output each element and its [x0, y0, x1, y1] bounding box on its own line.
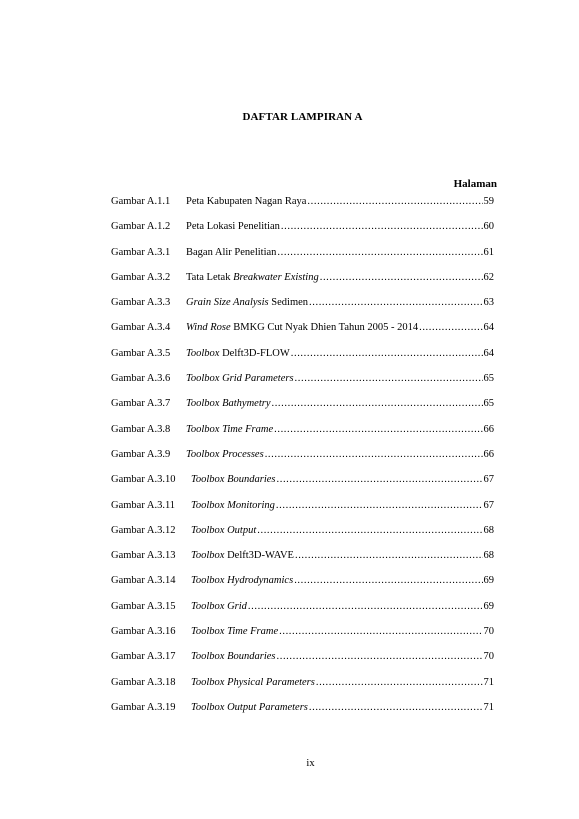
figure-number: Gambar A.3.10	[111, 474, 176, 486]
caption-italic-part: Toolbox Boundaries	[191, 474, 276, 486]
list-item	[111, 474, 494, 499]
figure-number: Gambar A.3.7	[111, 398, 171, 410]
caption-italic-part: Toolbox Grid	[191, 600, 247, 612]
figure-caption	[186, 348, 290, 359]
page-ref: 68	[483, 550, 494, 562]
figure-caption	[186, 398, 270, 409]
figure-caption	[191, 500, 275, 511]
leader-dots	[316, 677, 483, 688]
caption-plain-part: Bagan Alir Penelitian	[186, 246, 277, 258]
list-item	[111, 575, 494, 600]
figure-caption	[186, 322, 418, 333]
page-ref: 64	[483, 322, 494, 334]
caption-italic-part: Toolbox Monitoring	[191, 499, 275, 511]
caption-plain-part: Tata Letak	[186, 271, 234, 283]
figure-caption	[186, 373, 294, 384]
figure-number: Gambar A.3.4	[111, 322, 171, 334]
page-ref: 62	[483, 271, 494, 283]
page-ref: 61	[483, 246, 494, 258]
figure-number: Gambar A.3.16	[111, 626, 176, 638]
page-ref: 63	[483, 297, 494, 309]
leader-dots	[295, 373, 483, 384]
figure-number: Gambar A.3.11	[111, 499, 176, 511]
caption-plain-part: Peta Kabupaten Nagan Raya	[186, 196, 307, 207]
figure-number: Gambar A.3.12	[111, 524, 176, 536]
leader-dots	[271, 398, 482, 409]
list-item	[111, 601, 494, 626]
figure-number: Gambar A.3.5	[111, 347, 171, 359]
page-ref: 65	[483, 373, 494, 385]
list-item	[111, 500, 494, 525]
leader-dots	[276, 500, 483, 511]
list-item	[111, 550, 494, 575]
list-item	[111, 677, 494, 702]
figure-number: Gambar A.3.2	[111, 271, 171, 283]
list-item	[111, 221, 494, 246]
page-ref: 64	[483, 347, 494, 359]
figure-number: Gambar A.3.6	[111, 373, 171, 385]
figure-caption	[186, 272, 319, 283]
leader-dots	[419, 322, 482, 333]
figure-caption	[191, 550, 294, 561]
list-item	[111, 702, 494, 727]
leader-dots	[257, 525, 482, 536]
list-item	[111, 196, 494, 221]
caption-italic-part: Toolbox	[186, 347, 220, 359]
figure-caption	[186, 247, 276, 258]
figure-caption	[186, 196, 306, 207]
caption-plain-part: Delft3D-WAVE	[224, 550, 294, 562]
figure-number: Gambar A.3.3	[111, 297, 171, 309]
figure-number: Gambar A.1.2	[111, 221, 171, 233]
caption-plain-part: Sedimen	[268, 297, 309, 309]
figure-number: Gambar A.3.15	[111, 600, 176, 612]
leader-dots	[277, 474, 483, 485]
caption-italic-part: Toolbox Grid Parameters	[186, 373, 294, 385]
caption-italic-part: Breakwater Existing	[233, 271, 319, 283]
caption-plain-part: Peta Lokasi Penelitian	[186, 221, 280, 233]
caption-plain-part: BMKG Cut Nyak Dhien Tahun 2005 - 2014	[230, 322, 419, 334]
figure-caption	[186, 424, 273, 435]
caption-italic-part: Toolbox Bathymetry	[186, 398, 271, 410]
page-number: ix	[306, 758, 315, 769]
caption-italic-part: Grain Size Analysis	[186, 297, 269, 309]
list-item	[111, 424, 494, 449]
leader-dots	[277, 247, 482, 258]
figure-number: Gambar A.3.14	[111, 575, 176, 587]
caption-italic-part: Toolbox Output	[191, 524, 257, 536]
page-ref: 60	[483, 221, 494, 233]
caption-italic-part: Toolbox Time Frame	[186, 423, 274, 435]
page-ref: 68	[483, 524, 494, 536]
caption-italic-part: Toolbox Output Parameters	[191, 701, 308, 713]
page-ref: 59	[483, 196, 494, 207]
figure-caption	[186, 221, 280, 232]
figure-number: Gambar A.3.17	[111, 651, 176, 663]
figure-number: Gambar A.1.1	[111, 196, 171, 207]
figure-caption	[186, 449, 264, 460]
figure-caption	[191, 474, 276, 485]
leader-dots	[294, 575, 482, 586]
list-item	[111, 322, 494, 347]
figure-caption	[191, 601, 247, 612]
figure-number: Gambar A.3.1	[111, 246, 171, 258]
page-ref: 65	[483, 398, 494, 410]
list-item	[111, 373, 494, 398]
leader-dots	[279, 626, 482, 637]
caption-italic-part: Toolbox Physical Parameters	[191, 676, 315, 688]
figure-number: Gambar A.3.13	[111, 550, 176, 562]
list-item	[111, 525, 494, 550]
page-ref: 71	[483, 701, 494, 713]
leader-dots	[307, 196, 482, 207]
page-ref: 69	[483, 575, 494, 587]
page-ref: 69	[483, 600, 494, 612]
list-of-figures	[111, 196, 494, 727]
leader-dots	[274, 424, 482, 435]
caption-plain-part: Delft3D-FLOW	[219, 347, 290, 359]
page-title: DAFTAR LAMPIRAN A	[242, 111, 363, 123]
figure-caption	[191, 677, 315, 688]
leader-dots	[281, 221, 483, 232]
list-item	[111, 348, 494, 373]
leader-dots	[248, 601, 483, 612]
caption-italic-part: Toolbox Hydrodynamics	[191, 575, 294, 587]
caption-italic-part: Toolbox Processes	[186, 448, 264, 460]
list-item	[111, 449, 494, 474]
page-ref: 67	[483, 499, 494, 511]
page-ref: 67	[483, 474, 494, 486]
leader-dots	[291, 348, 483, 359]
list-item	[111, 272, 494, 297]
figure-number: Gambar A.3.9	[111, 448, 171, 460]
leader-dots	[320, 272, 483, 283]
figure-caption	[191, 626, 278, 637]
leader-dots	[265, 449, 483, 460]
page-ref: 66	[483, 448, 494, 460]
page-ref: 66	[483, 423, 494, 435]
figure-number: Gambar A.3.18	[111, 676, 176, 688]
list-item	[111, 297, 494, 322]
figure-caption	[191, 525, 256, 536]
list-item	[111, 247, 494, 272]
page-ref: 70	[483, 651, 494, 663]
figure-caption	[191, 651, 276, 662]
page-ref: 70	[483, 626, 494, 638]
page-column-header: Halaman	[453, 178, 497, 190]
caption-italic-part: Toolbox	[191, 550, 225, 562]
figure-caption	[191, 575, 293, 586]
leader-dots	[309, 702, 483, 713]
list-item	[111, 651, 494, 676]
caption-italic-part: Wind Rose	[186, 322, 231, 334]
caption-italic-part: Toolbox Boundaries	[191, 651, 276, 663]
figure-number: Gambar A.3.8	[111, 423, 171, 435]
leader-dots	[277, 651, 483, 662]
leader-dots	[295, 550, 483, 561]
figure-caption	[186, 297, 308, 308]
caption-italic-part: Toolbox Time Frame	[191, 626, 279, 638]
leader-dots	[309, 297, 482, 308]
figure-number: Gambar A.3.19	[111, 701, 176, 713]
list-item	[111, 398, 494, 423]
page-ref: 71	[483, 676, 494, 688]
figure-caption	[191, 702, 308, 713]
list-item	[111, 626, 494, 651]
